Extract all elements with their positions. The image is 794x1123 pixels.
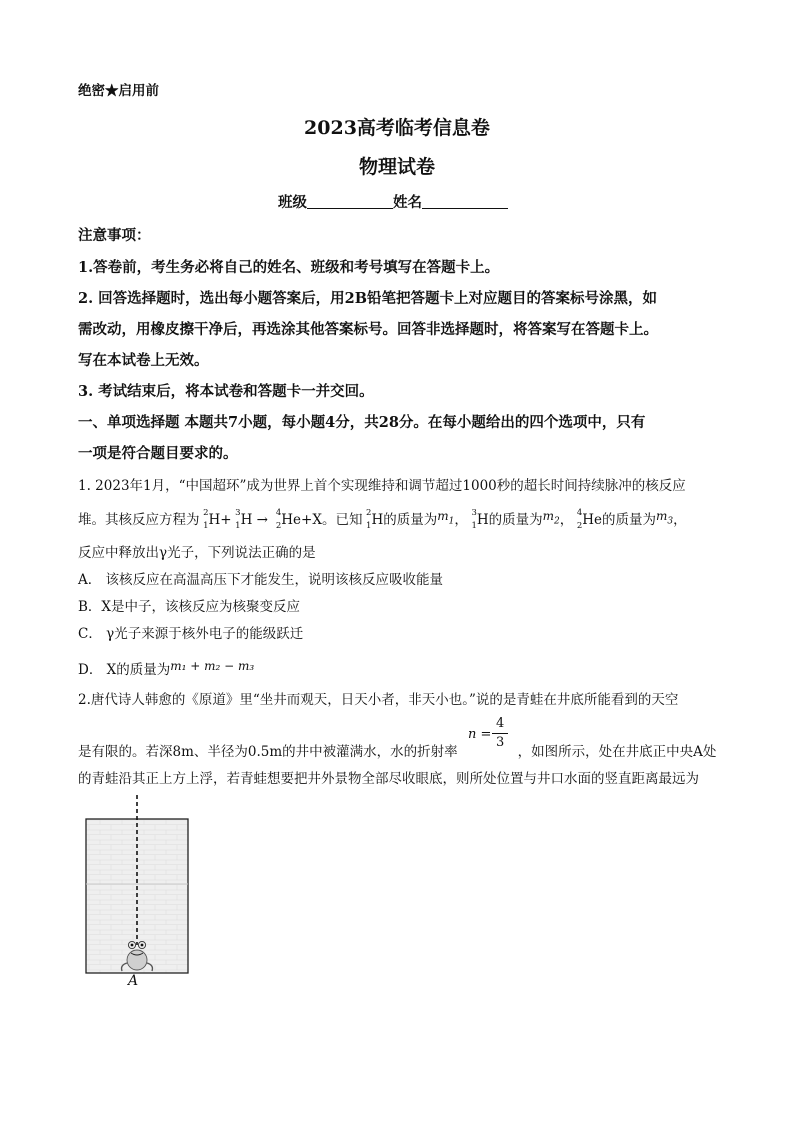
q1-option-c: C． γ光子来源于核外电子的能级跃迁 — [78, 626, 304, 642]
nuclide-h2-ref: 2 1 — [366, 508, 372, 531]
q1-option-d-expr: m₁ + m₂ − m₃ — [170, 659, 255, 673]
secret-label: 绝密★启用前 — [78, 83, 159, 99]
notes-heading: 注意事项： — [78, 227, 151, 244]
section-heading-line-2: 一项是符合题目要求的。 — [78, 445, 238, 462]
section-heading-line-1: 一、单项选择题 本题共7小题，每小题4分，共28分。在每小题给出的四个选项中，只有 — [78, 414, 646, 431]
fraction-bar — [492, 733, 508, 734]
note-item-3: 3. 考试结束后，将本试卷和答题卡一并交回。 — [78, 383, 374, 400]
mass-m2: $m_2$ — [542, 509, 560, 527]
exam-subtitle: 物理试卷 — [358, 156, 435, 178]
student-info-row — [278, 191, 508, 212]
class-blank[interactable] — [307, 195, 393, 209]
name-blank[interactable] — [422, 195, 508, 209]
refraction-n-eq: n = — [468, 727, 492, 742]
note-item-2-line-1: 2. 回答选择题时，选出每小题答案后，用2B铅笔把答题卡上对应题目的答案标号涂黑，如 — [78, 290, 658, 307]
note-item-1: 1.答卷前，考生务必将自己的姓名、班级和考号填写在答题卡上。 — [78, 259, 500, 276]
nuclide-he4: 4 2 — [275, 508, 282, 531]
class-label: 班级 — [278, 194, 307, 211]
nuclide-he4-ref: 4 2 — [576, 508, 583, 531]
q1-line-2: 堆。其核反应方程为 2 1 H+ 3 1 H → 4 2 He+X。已知 2 1 H的质量为$m_1$， 3 1 H的质量为$m_2$， 4 2 He的质量为$m_3$， — [78, 508, 687, 531]
q1-option-d: D． X的质量为m₁ + m₂ − m₃ — [78, 659, 255, 678]
mass-m1: $m_1$ — [437, 509, 455, 527]
q1-option-a: A． 该核反应在高温高压下才能发生，说明该核反应吸收能量 — [78, 572, 444, 588]
mass-m3: $m_3$ — [656, 509, 674, 527]
refraction-denominator: 3 — [496, 735, 505, 750]
point-a-label: A — [128, 973, 139, 989]
exam-title: 2023高考临考信息卷 — [304, 117, 490, 139]
nuclide-h3: 3 1 — [235, 508, 241, 531]
q1-option-b: B．X是中子，该核反应为核聚变反应 — [78, 599, 301, 615]
nuclide-h3-ref: 3 1 — [471, 508, 477, 531]
q1-line-1: 1. 2023年1月，“中国超环”成为世界上首个实现维持和调节超过1000秒的超长时间持续脉冲的核反应 — [78, 478, 686, 494]
q2-line-1: 2.唐代诗人韩愈的《原道》里“坐井而观天，日天小者，非天小也。”说的是青蛙在井底所能看到的天空 — [78, 692, 679, 708]
q1-line-3: 反应中释放出γ光子，下列说法正确的是 — [78, 545, 316, 561]
refraction-numerator: 4 — [496, 716, 505, 731]
q2-line-2: 是有限的。若深8m、半径为0.5m的井中被灌满水，水的折射率 ，如图所示，处在井底正中央A处 — [78, 744, 717, 760]
note-item-2-line-3: 写在本试卷上无效。 — [78, 352, 209, 369]
nuclide-h2: 2 1 — [203, 508, 209, 531]
q2-line-3: 的青蛙沿其正上方上浮，若青蛙想要把井外景物全部尽收眼底，则所处位置与井口水面的竖直距离最远为 — [78, 771, 699, 787]
name-label: 姓名 — [393, 194, 422, 211]
well-figure — [78, 795, 198, 995]
note-item-2-line-2: 需改动，用橡皮擦干净后，再选涂其他答案标号。回答非选择题时，将答案写在答题卡上。 — [78, 321, 658, 338]
